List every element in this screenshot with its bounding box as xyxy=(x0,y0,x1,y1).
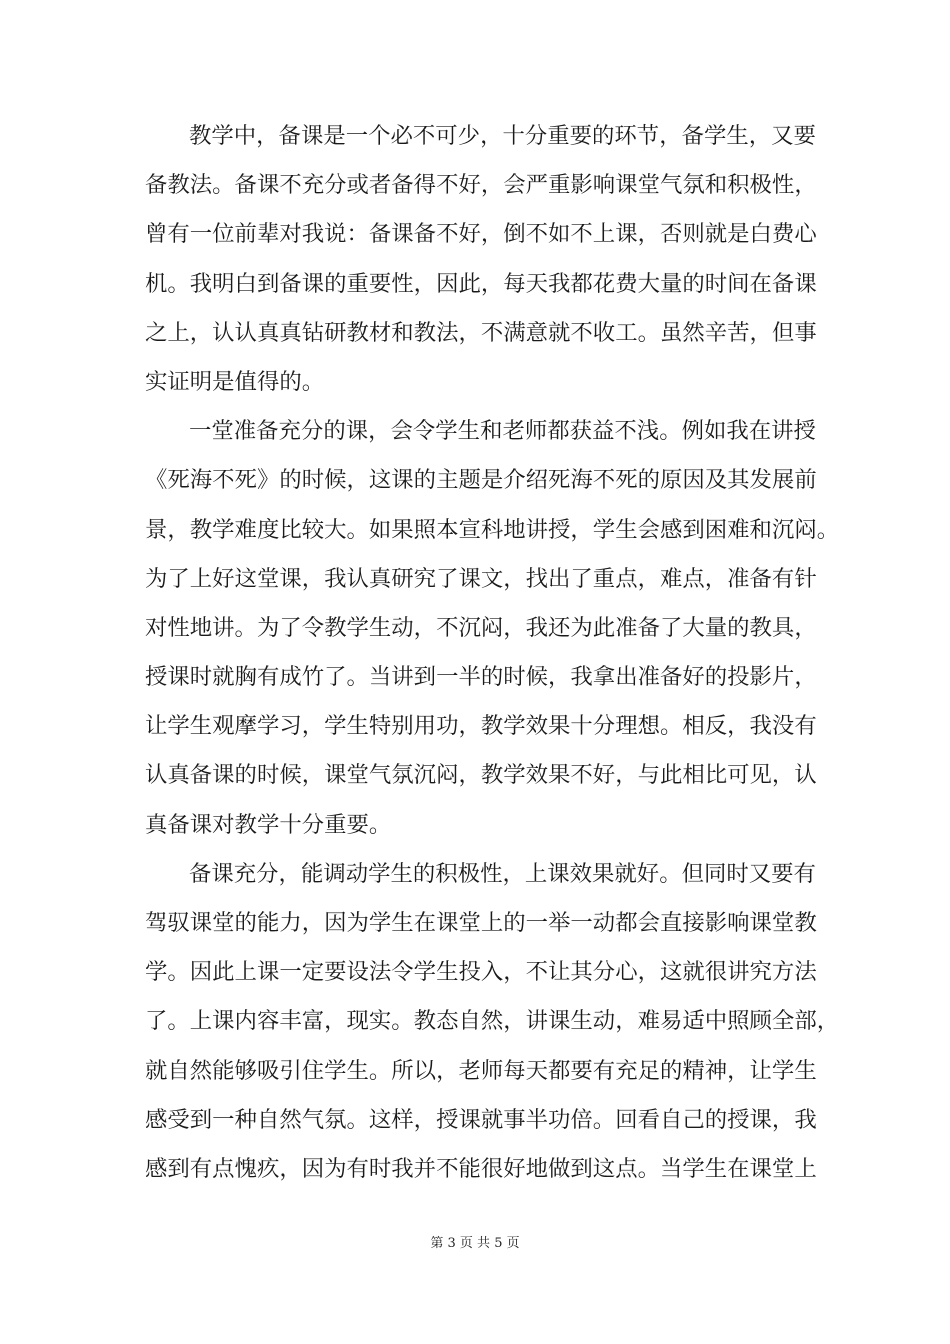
page-body xyxy=(145,112,840,1194)
text-line: 机。我明白到备课的重要性，因此，每天我都花费大量的时间在备课 xyxy=(145,270,817,297)
text-line: 备课充分，能调动学生的积极性，上课效果就好。但同时又要有 xyxy=(189,860,816,887)
paragraph-1 xyxy=(145,112,817,407)
text-line: 教学中，备课是一个必不可少，十分重要的环节，备学生，又要 xyxy=(189,123,816,149)
page-footer xyxy=(0,1232,950,1251)
text-line: 为了上好这堂课，我认真研究了课文，找出了重点，难点，准备有针 xyxy=(145,565,817,592)
text-line: 学。因此上课一定要设法令学生投入，不让其分心，这就很讲究方法 xyxy=(145,959,817,986)
text-line: 《死海不死》的时候，这课的主题是介绍死海不死的原因及其发展前 xyxy=(145,467,817,494)
text-line: 驾驭课堂的能力，因为学生在课堂上的一举一动都会直接影响课堂教 xyxy=(145,910,817,936)
text-line: 感受到一种自然气氛。这样，授课就事半功倍。回看自己的授课，我 xyxy=(145,1106,817,1133)
text-line: 就自然能够吸引住学生。所以，老师每天都要有充足的精神，让学生 xyxy=(145,1057,817,1084)
text-line: 授课时就胸有成竹了。当讲到一半的时候，我拿出准备好的投影片， xyxy=(145,664,817,691)
text-line: 认真备课的时候，课堂气氛沉闷，教学效果不好，与此相比可见，认 xyxy=(145,762,817,789)
text-line: 感到有点愧疚，因为有时我并不能很好地做到这点。当学生在课堂上 xyxy=(145,1155,817,1182)
text-line: 备教法。备课不充分或者备得不好，会严重影响课堂气氛和积极性， xyxy=(145,172,817,199)
text-line: 实证明是值得的。 xyxy=(145,368,325,395)
text-line: 曾有一位前辈对我说：备课备不好，倒不如不上课，否则就是白费心 xyxy=(145,221,817,248)
text-line: 景，教学难度比较大。如果照本宣科地讲授，学生会感到困难和沉闷。 xyxy=(145,516,840,543)
page-number-label: 第 3 页 共 5 页 xyxy=(430,1236,520,1251)
text-line: 对性地讲。为了令教学生动，不沉闷，我还为此准备了大量的教具， xyxy=(145,614,817,641)
text-line: 真备课对教学十分重要。 xyxy=(145,811,392,838)
text-line: 一堂准备充分的课，会令学生和老师都获益不浅。例如我在讲授 xyxy=(189,418,816,445)
text-line: 让学生观摩学习，学生特别用功，教学效果十分理想。相反，我没有 xyxy=(145,713,817,740)
paragraph-3 xyxy=(145,850,840,1194)
text-line: 之上，认认真真钻研教材和教法，不满意就不收工。虽然辛苦，但事 xyxy=(145,319,817,346)
paragraph-2 xyxy=(145,407,840,850)
text-line: 了。上课内容丰富，现实。教态自然，讲课生动，难易适中照顾全部， xyxy=(145,1008,840,1035)
